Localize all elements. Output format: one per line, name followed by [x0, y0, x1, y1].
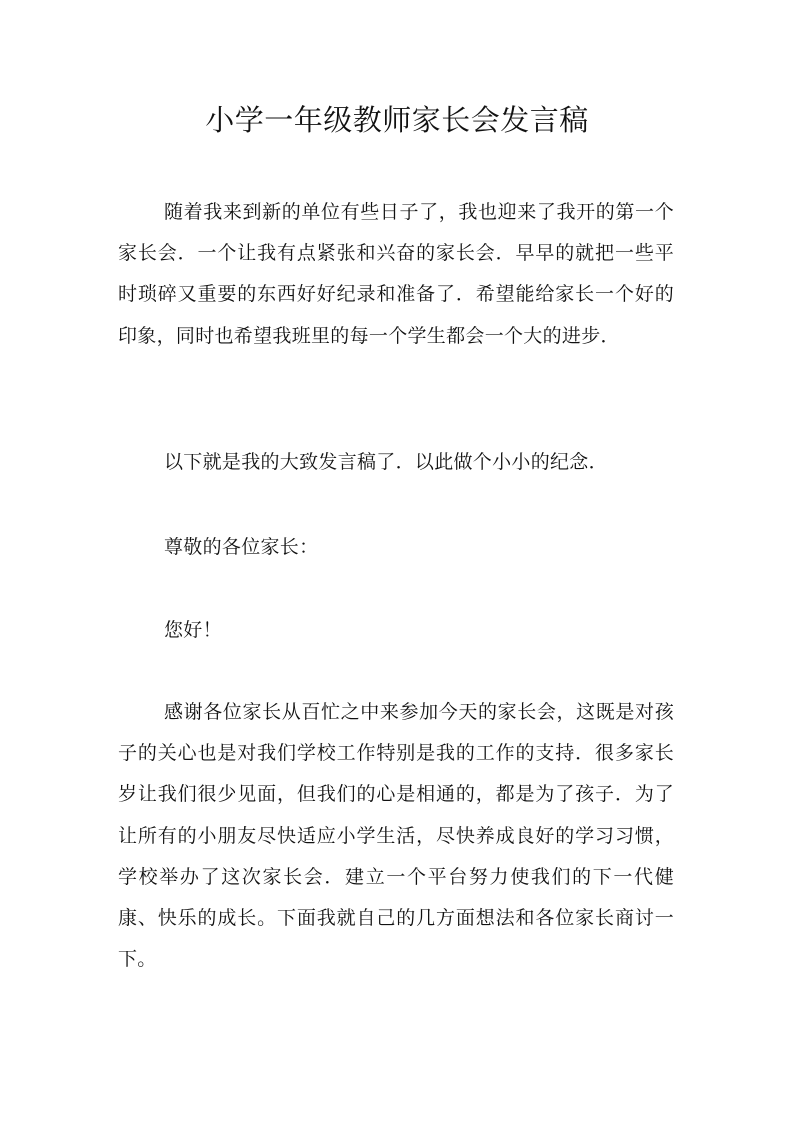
intro-paragraph: 随着我来到新的单位有些日子了，我也迎来了我开的第一个家长会．一个让我有点紧张和兴奋的家长会．早早的就把一些平时琐碎又重要的东西好好纪录和准备了．希望能给家长一个好的印象，同时也希望我班里的每一个学生都会一个大的进步． [118, 201, 674, 347]
salutation-paragraph: 尊敬的各位家长： [164, 536, 319, 558]
thanks-paragraph: 感谢各位家长从百忙之中来参加今天的家长会，这既是对孩子的关心也是对我们学校工作特别是我的工作的支持．很多家长岁让我们很少见面，但我们的心是相通的，都是为了孩子．为了让所有的小朋友尽快适应小学生活，尽快养成良好的学习习惯，学校举办了这次家长会．建立一个平台努力使我们的下一代健康、快乐的成长。下面我就自己的几方面想法和各位家长商讨一下。 [118, 701, 674, 971]
greeting-paragraph: 您好！ [164, 619, 222, 641]
speech-note-paragraph: 以下就是我的大致发言稿了．以此做个小小的纪念． [164, 451, 608, 473]
document-title: 小学一年级教师家长会发言稿 [205, 103, 589, 137]
